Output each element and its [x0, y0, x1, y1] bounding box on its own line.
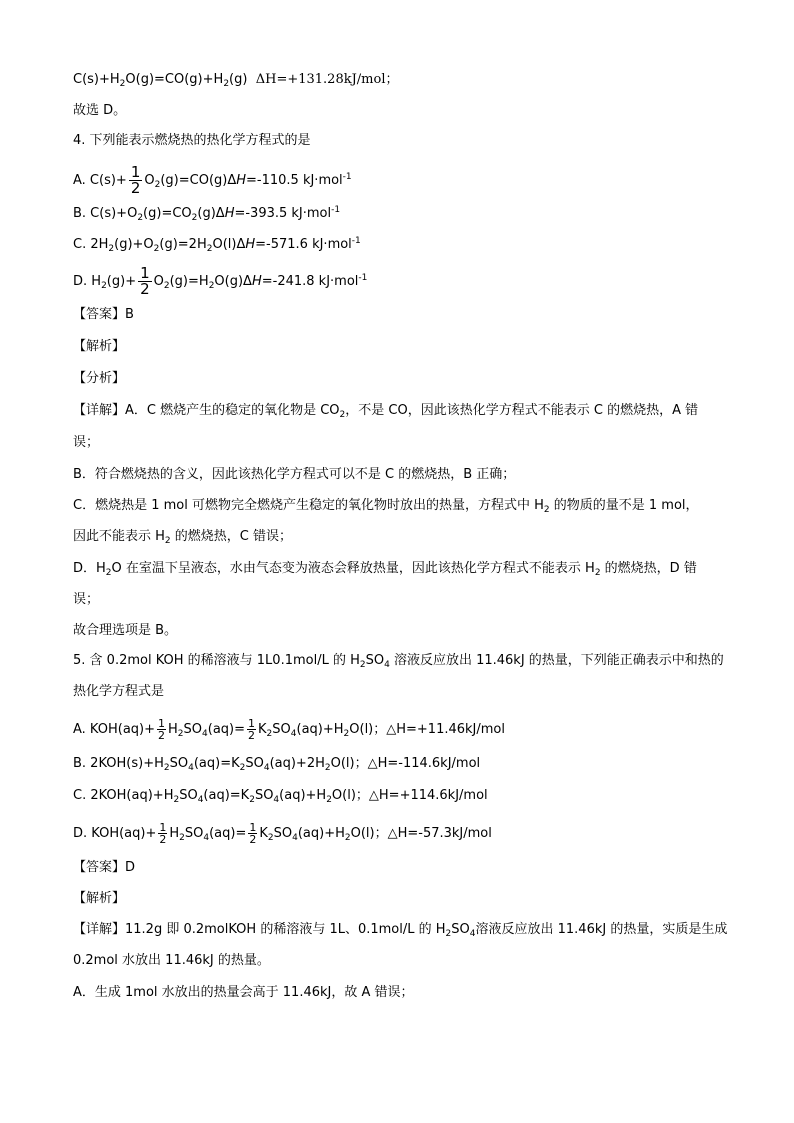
- q5-option-b: B. $2KOH(s)+H_2SO_4(aq)=K_2SO_4(aq)+2H_2O(l)$；△H=-114.6kJ/mol: [73, 756, 481, 773]
- q4-detail-d-cont: 误；: [73, 592, 100, 607]
- q4-detail-a: 【详解】A．C 燃烧产生的稳定的氧化物是 $CO_2$，不是 CO，因此该热化学方程式不能表示 C 的燃烧热，A 错: [73, 403, 699, 420]
- q5-answer: 【答案】D: [73, 860, 136, 875]
- q3-choose: 故选 D。: [73, 103, 127, 118]
- q4-conclusion: 故合理选项是 B。: [73, 623, 178, 638]
- q5-detail-a: A．生成 1mol 水放出的热量会高于 11.46kJ，故 A 错误；: [73, 985, 414, 1000]
- q4-detail-b: B．符合燃烧热的含义，因此该热化学方程式可以不是 C 的燃烧热，B 正确；: [73, 467, 516, 482]
- q4-fenxi: 【分析】: [73, 371, 126, 386]
- q5-analysis-head: 【解析】: [73, 891, 126, 906]
- q5-stem-cont: 热化学方程式是: [73, 684, 165, 699]
- q5-option-d: D. KOH(aq)+ $\frac{1}{2}$ $H_2SO_4(aq)=$ $\frac{1}{2}$ $K_2SO_4(aq)+H_2O(l)$；△H=-57.3kJ/mol: [73, 821, 492, 846]
- q4-analysis-head: 【解析】: [73, 339, 126, 354]
- q5-option-a: A. KOH(aq)+ $\frac{1}{2}$ $H_2SO_4(aq)=$ $\frac{1}{2}$ $K_2SO_4(aq)+H_2O(l)$；△H=+11.46kJ/mol: [73, 717, 505, 742]
- q4-detail-d: D．$H_2O$ 在室温下呈液态，水由气态变为液态会释放热量，因此该热化学方程式不能表示 $H_2$ 的燃烧热，D 错: [73, 561, 697, 578]
- q4-detail-c: C．燃烧热是 1 mol 可燃物完全燃烧产生稳定的氧化物时放出的热量，方程式中 $H_2$ 的物质的量不是 1 mol，: [73, 498, 699, 515]
- q4-answer: 【答案】B: [73, 307, 134, 322]
- q5-detail: 【详解】11.2g 即 0.2molKOH 的稀溶液与 1L、0.1mol/L 的 $H_2SO_4$溶液反应放出 11.46kJ 的热量，实质是生成: [73, 922, 728, 939]
- q5-detail-cont: 0.2mol 水放出 11.46kJ 的热量。: [73, 953, 270, 968]
- q4-detail-a-cont: 误；: [73, 435, 100, 450]
- q5-option-c: C. $2KOH(aq)+H_2SO_4(aq)=K_2SO_4(aq)+H_2O(l)$；△H=+114.6kJ/mol: [73, 788, 488, 805]
- q4-detail-c-cont: 因此不能表示 $H_2$ 的燃烧热，C 错误；: [73, 529, 292, 546]
- q3-equation: $C(s)+H_2O(g)=CO(g)+H_2(g)$ ΔH=+131.28kJ/mol；: [73, 72, 399, 89]
- q4-option-d: D. $H_2(g)+$ $\frac{1}{2}$ $O_2(g)=H_2O(g)\Delta H=-241.8$ kJ·mol$^{-1}$: [73, 264, 368, 298]
- q5-stem: 5. 含 0.2mol KOH 的稀溶液与 1L0.1mol/L 的 $H_2SO_4$ 溶液反应放出 11.46kJ 的热量，下列能正确表示中和热的: [73, 653, 724, 670]
- q4-option-a: A. C(s)+ $\frac{1}{2}$ $O_2(g)=CO(g)\Delta H=-110.5$ kJ·mol$^{-1}$: [73, 163, 352, 197]
- q4-stem: 4. 下列能表示燃烧热的热化学方程式的是: [73, 133, 311, 148]
- q4-option-b: B. $C(s)+O_2(g)=CO_2(g)\Delta H=-393.5$ kJ·mol$^{-1}$: [73, 205, 341, 223]
- q4-option-c: C. $2H_2(g)+O_2(g)=2H_2O(l)\Delta H=-571.6$ kJ·mol$^{-1}$: [73, 236, 361, 254]
